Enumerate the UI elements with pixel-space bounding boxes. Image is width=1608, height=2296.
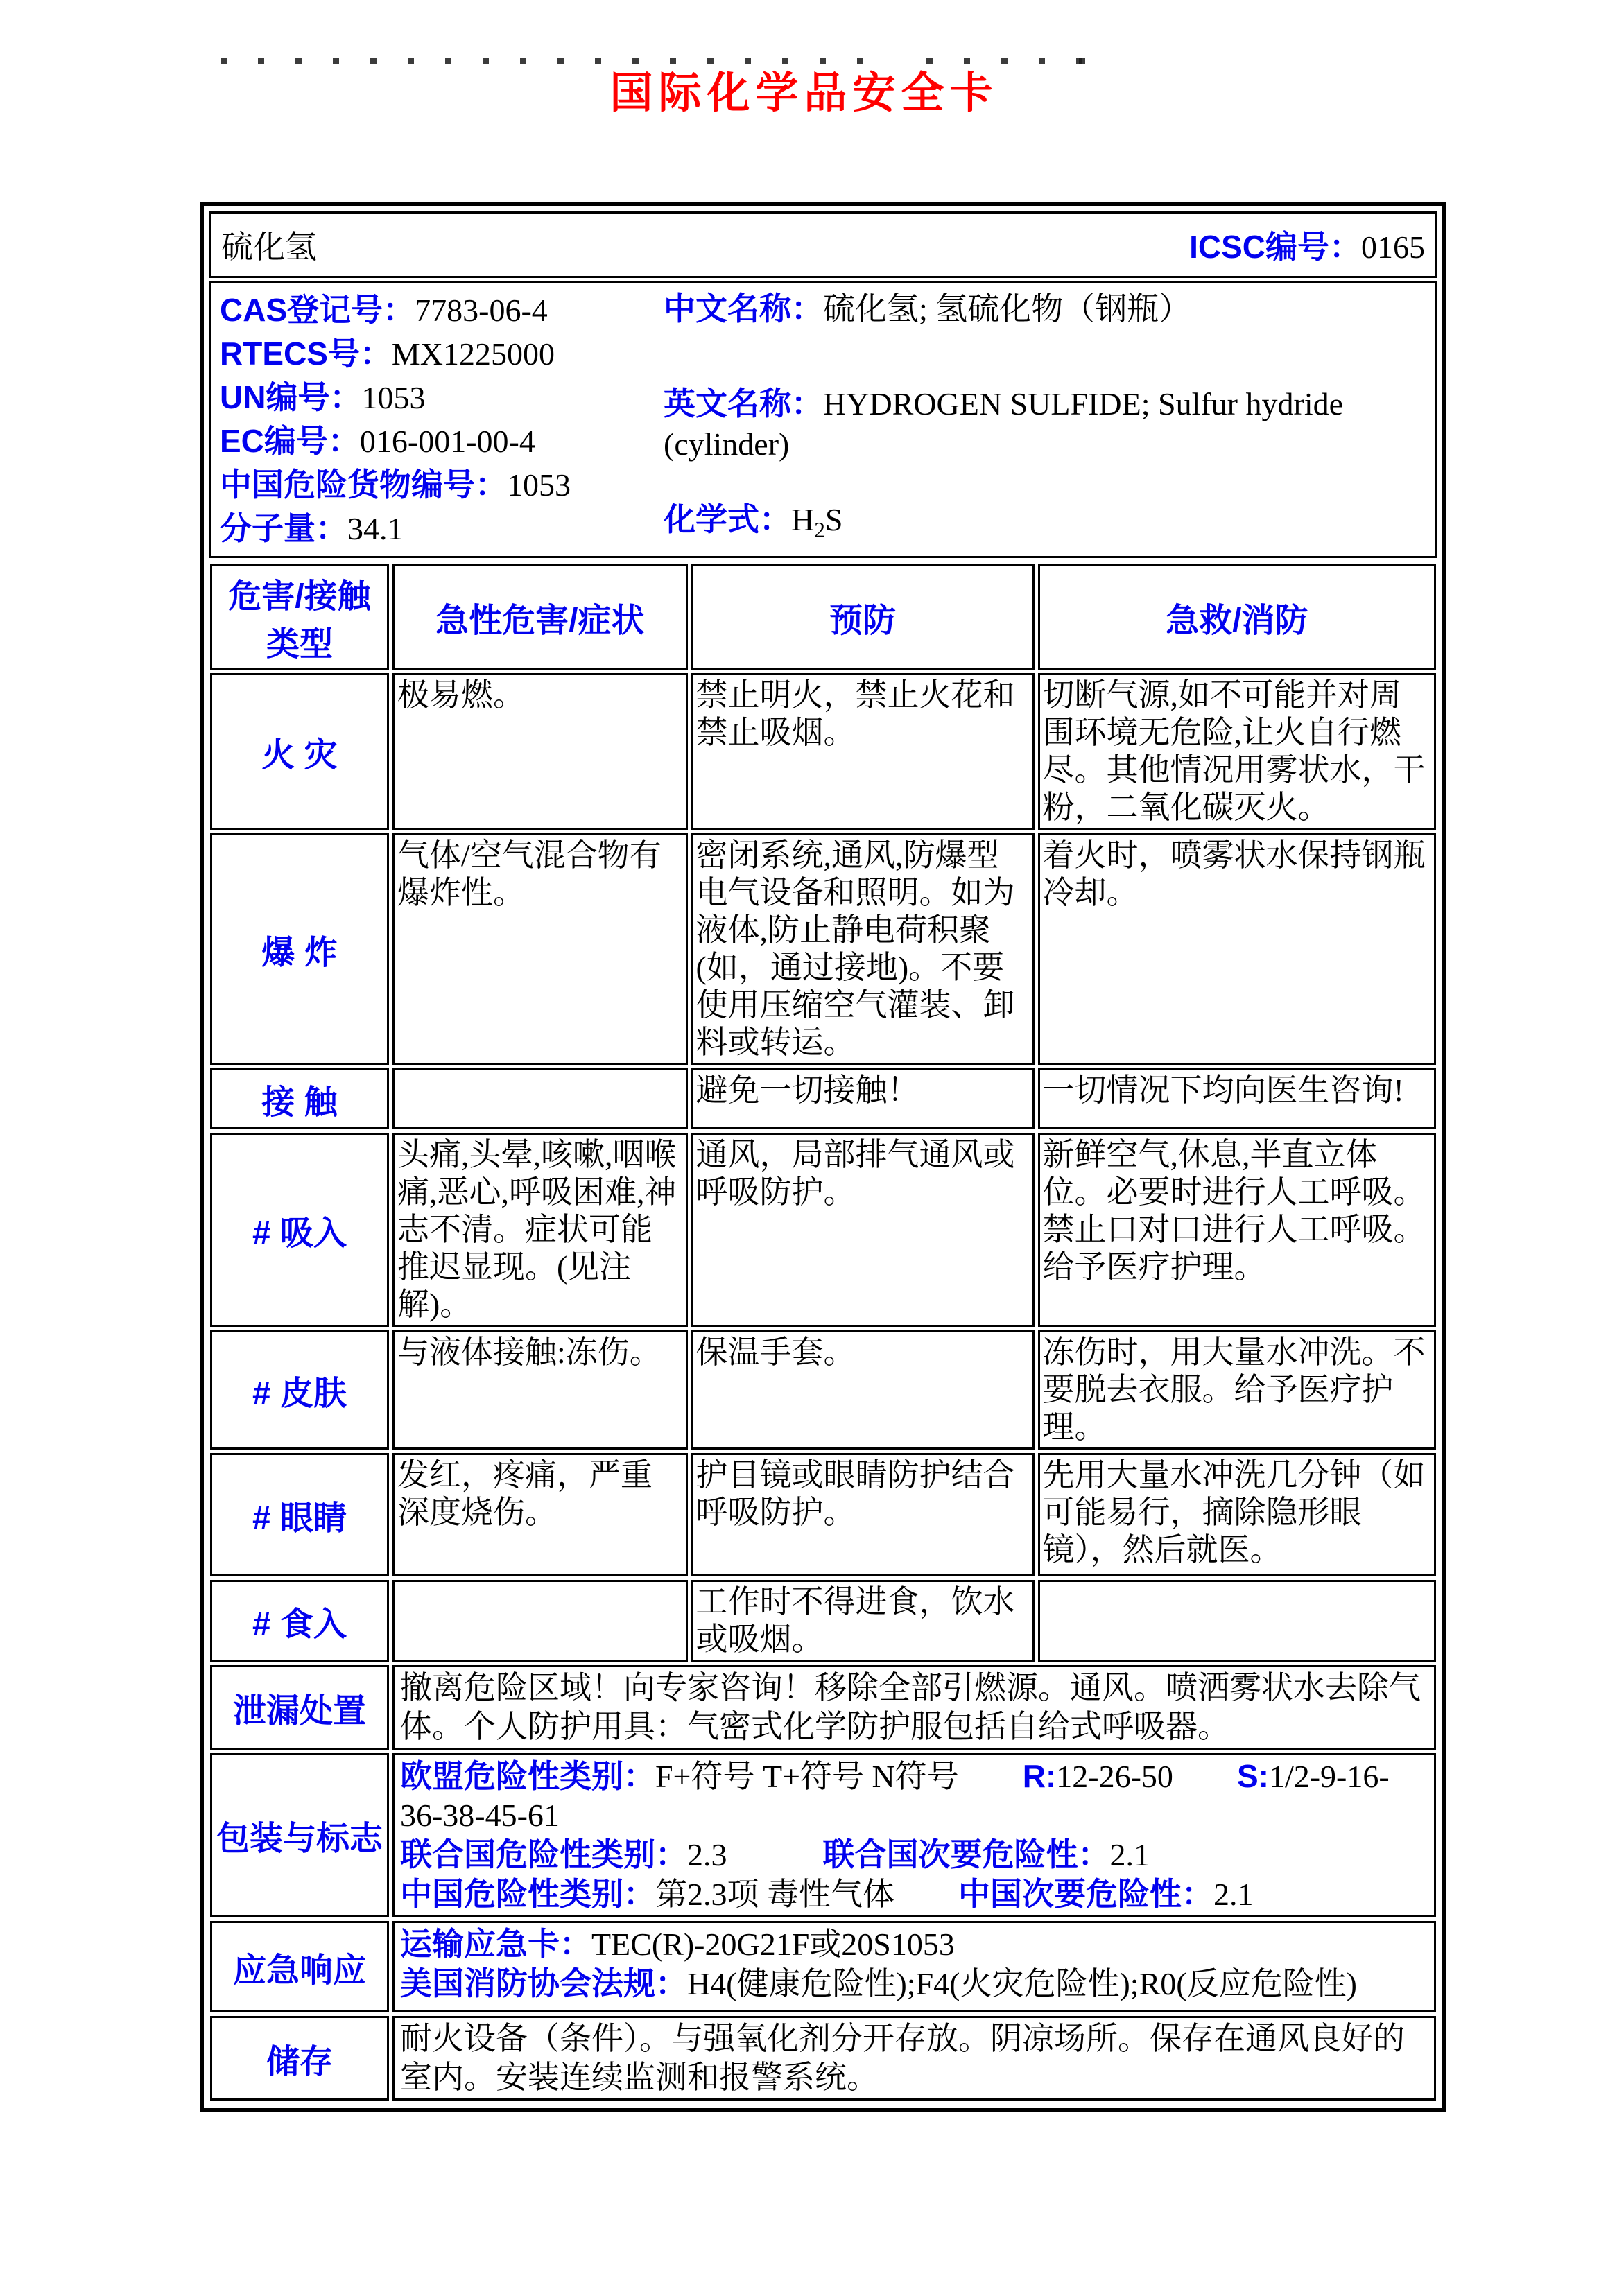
identifier-line xyxy=(220,463,664,507)
hazard-type-label: # 眼睛 xyxy=(210,1453,389,1576)
inline-field-value: F+符号 T+符号 N符号 xyxy=(655,1759,1023,1794)
inline-field-value: 2.1 xyxy=(1109,1837,1150,1872)
symptoms-cell: 极易燃。 xyxy=(392,673,688,830)
identifier-line xyxy=(220,288,664,332)
identifier-value: 1053 xyxy=(361,380,426,415)
inline-field-label: R: xyxy=(1022,1758,1057,1794)
response-cell: 着火时，喷雾状水保持钢瓶冷却。 xyxy=(1038,833,1436,1065)
identifier-value: 016-001-00-4 xyxy=(359,424,535,459)
symptoms-cell xyxy=(392,1580,688,1662)
section-line xyxy=(400,1924,1428,1964)
hazard-table-body xyxy=(210,564,1436,2101)
symptoms-cell: 与液体接触:冻伤。 xyxy=(392,1330,688,1450)
identifier-label: 中国危险货物编号： xyxy=(220,467,507,503)
identifier-line xyxy=(220,507,664,550)
identifier-value: 1053 xyxy=(507,467,571,503)
symptoms-cell: 发红，疼痛，严重深度烧伤。 xyxy=(392,1453,688,1576)
section-label: 包装与标志 xyxy=(210,1753,389,1917)
chinese-name-value: 硫化氢; 氢硫化物（钢瓶） xyxy=(823,291,1191,327)
identification-section xyxy=(209,281,1437,558)
hazard-table xyxy=(207,561,1440,2104)
identifier-label: UN编号： xyxy=(220,379,362,415)
inline-field-label: 中国危险性类别： xyxy=(399,1876,655,1912)
identifier-line xyxy=(220,376,664,419)
response-cell: 先用大量水冲洗几分钟（如可能易行，摘除隐形眼镜），然后就医。 xyxy=(1038,1453,1436,1576)
hazard-row xyxy=(210,833,1436,1065)
icsc-number-group xyxy=(1189,222,1425,268)
hazard-type-label: 爆 炸 xyxy=(210,833,389,1065)
identifier-label: CAS登记号： xyxy=(220,292,415,328)
safety-card xyxy=(200,202,1446,2112)
inline-field-value: H4(健康危险性);F4(火灾危险性);R0(反应危险性) xyxy=(686,1966,1357,2001)
card-header xyxy=(209,211,1437,278)
identifier-value: MX1225000 xyxy=(391,336,555,372)
section-row xyxy=(210,1753,1436,1917)
hazard-row xyxy=(210,1330,1436,1450)
section-row xyxy=(210,2016,1436,2101)
section-row xyxy=(210,1665,1436,1750)
hazard-type-label: 火 灾 xyxy=(210,673,389,830)
column-header: 预防 xyxy=(691,564,1035,670)
inline-field-label: 欧盟危险性类别： xyxy=(399,1758,655,1794)
section-line xyxy=(400,2019,1428,2097)
inline-field-label: 联合国次要危险性： xyxy=(822,1836,1110,1872)
identifier-value: 34.1 xyxy=(347,511,404,546)
inline-field-value: 1/2-9-16-36-38-45-61 xyxy=(399,1759,1390,1833)
section-row xyxy=(210,1921,1436,2012)
response-cell: 冻伤时，用大量水冲洗。不要脱去衣服。给予医疗护理。 xyxy=(1038,1330,1436,1450)
response-cell: 新鲜空气,休息,半直立体位。必要时进行人工呼吸。禁止口对口进行人工呼吸。给予医疗护理。 xyxy=(1038,1133,1436,1327)
identifier-label: EC编号： xyxy=(220,423,360,459)
section-content xyxy=(392,1921,1436,2012)
section-content xyxy=(392,1753,1436,1917)
inline-field-value: TEC(R)-20G21F或20S1053 xyxy=(591,1927,955,1962)
inline-field-value: 2.3 xyxy=(686,1837,823,1872)
identifier-line xyxy=(220,419,664,463)
prevention-cell: 护目镜或眼睛防护结合呼吸防护。 xyxy=(691,1453,1035,1576)
chinese-name-label: 中文名称： xyxy=(664,290,823,327)
inline-field-label: 美国消防协会法规： xyxy=(399,1965,687,2001)
column-header: 急救/消防 xyxy=(1038,564,1436,670)
substance-name: 硫化氢 xyxy=(221,229,317,265)
response-cell xyxy=(1038,1580,1436,1662)
formula-label: 化学式： xyxy=(664,501,791,537)
section-content xyxy=(392,1665,1436,1750)
section-line xyxy=(400,1835,1428,1875)
inline-field-value: 12-26-50 xyxy=(1056,1759,1237,1794)
formula-value: $H_2S$ xyxy=(791,501,843,542)
icsc-number: 0165 xyxy=(1361,229,1425,265)
identifier-line xyxy=(220,332,664,376)
section-line xyxy=(400,1757,1428,1835)
section-label: 泄漏处置 xyxy=(210,1665,389,1750)
identifier-list xyxy=(220,288,664,550)
english-name-line xyxy=(664,383,1426,464)
inline-field-value: 撤离危险区域！向专家咨询！移除全部引燃源。通风。喷洒雾状水去除气体。个人防护用具：气密式化学防护服包括自给式呼吸器。 xyxy=(399,1670,1421,1744)
hazard-type-label: 接 触 xyxy=(210,1068,389,1129)
prevention-cell: 避免一切接触！ xyxy=(691,1068,1035,1129)
inline-field-value: 第2.3项 毒性气体 xyxy=(655,1877,958,1912)
prevention-cell: 通风，局部排气通风或呼吸防护。 xyxy=(691,1133,1035,1327)
prevention-cell: 禁止明火，禁止火花和禁止吸烟。 xyxy=(691,673,1035,830)
symptoms-cell: 气体/空气混合物有爆炸性。 xyxy=(392,833,688,1065)
names-block xyxy=(664,288,1426,550)
section-line xyxy=(400,1875,1428,1914)
response-cell: 切断气源,如不可能并对周围环境无危险,让火自行燃尽。其他情况用雾状水，干粉，二氧化碳灭火。 xyxy=(1038,673,1436,830)
section-line xyxy=(400,1964,1428,2003)
chinese-name-line xyxy=(664,288,1426,329)
response-cell: 一切情况下均向医生咨询! xyxy=(1038,1068,1436,1129)
hazard-type-label: # 食入 xyxy=(210,1580,389,1662)
inline-field-label: 中国次要危险性： xyxy=(958,1876,1213,1912)
identifier-label: 分子量： xyxy=(220,510,347,546)
english-name-value: HYDROGEN SULFIDE; Sulfur hydride (cylinder) xyxy=(664,386,1344,462)
section-line xyxy=(400,1669,1428,1746)
inline-field-label: S: xyxy=(1236,1758,1269,1794)
inline-field-label: 运输应急卡： xyxy=(399,1926,591,1962)
section-label: 应急响应 xyxy=(210,1921,389,2012)
hazard-row xyxy=(210,1133,1436,1327)
page-title: 国际化学品安全卡 xyxy=(610,70,998,117)
inline-field-label: 联合国危险性类别： xyxy=(399,1836,687,1872)
section-label: 储存 xyxy=(210,2016,389,2101)
hazard-type-label: # 皮肤 xyxy=(210,1330,389,1450)
inline-field-value: 2.1 xyxy=(1213,1877,1254,1912)
inline-field-value: 耐火设备（条件）。与强氧化剂分开存放。阴凉场所。保存在通风良好的室内。安装连续监测和报警系统。 xyxy=(399,2021,1405,2095)
hazard-header-row xyxy=(210,564,1436,670)
prevention-cell: 保温手套。 xyxy=(691,1330,1035,1450)
hazard-row xyxy=(210,1580,1436,1662)
symptoms-cell xyxy=(392,1068,688,1129)
column-header: 急性危害/症状 xyxy=(392,564,688,670)
hazard-row xyxy=(210,1453,1436,1576)
hazard-type-label: # 吸入 xyxy=(210,1133,389,1327)
identifier-label: RTECS号： xyxy=(220,336,392,372)
hazard-row xyxy=(210,673,1436,830)
icsc-label: ICSC编号： xyxy=(1189,229,1361,265)
symptoms-cell: 头痛,头晕,咳嗽,咽喉痛,恶心,呼吸困难,神志不清。症状可能推迟显现。(见注解)。 xyxy=(392,1133,688,1327)
english-name-label: 英文名称： xyxy=(664,385,823,421)
formula-line xyxy=(664,499,1426,550)
prevention-cell: 工作时不得进食，饮水或吸烟。 xyxy=(691,1580,1035,1662)
hazard-row xyxy=(210,1068,1436,1129)
section-content xyxy=(392,2016,1436,2101)
identifier-value: 7783-06-4 xyxy=(415,293,548,328)
prevention-cell: 密闭系统,通风,防爆型电气设备和照明。如为液体,防止静电荷积聚(如，通过接地)。不要使用压缩空气灌装、卸料或转运。 xyxy=(691,833,1035,1065)
column-header: 危害/接触 类型 xyxy=(210,564,389,670)
